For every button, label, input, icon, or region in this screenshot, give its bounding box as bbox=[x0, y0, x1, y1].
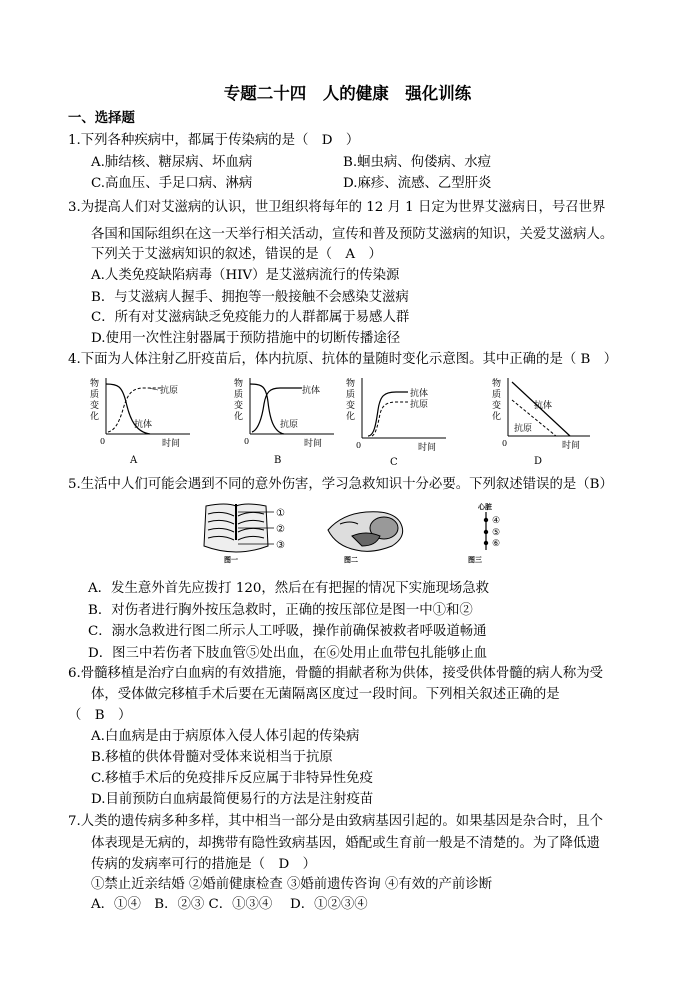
panel-label: C bbox=[390, 457, 398, 466]
time-label: 时间 bbox=[562, 441, 581, 451]
q5-option-b: B．对伤者进行胸外按压急救时，正确的按压部位是图一中①和② bbox=[88, 603, 473, 618]
q1-option-b: B.蛔虫病、佝偻病、水痘 bbox=[343, 155, 492, 170]
q5-figure-3-vessel bbox=[462, 500, 512, 566]
q7-options: A．①④ B．②③ C．①③④ D．①②③④ bbox=[91, 897, 368, 912]
antigen-curve bbox=[250, 384, 284, 434]
q5-stem: 5.生活中人们可能会遇到不同的意外伤害，学习急救知识十分必要。下列叙述错误的是（B） bbox=[68, 477, 613, 492]
q1-option-a: A.肺结核、糖尿病、坏血病 bbox=[91, 155, 253, 170]
antibody-curve bbox=[368, 392, 408, 436]
q6-answer: （ B ） bbox=[68, 708, 132, 723]
time-label: 时间 bbox=[304, 439, 323, 449]
figure-caption: 图一 bbox=[224, 555, 238, 564]
origin-label: 0 bbox=[502, 439, 508, 448]
q5-option-d: D．图三中若伤者下肢血管⑤处出血，在⑥处用止血带包扎能够止血 bbox=[88, 646, 488, 661]
graph-y-label: 物 bbox=[90, 379, 100, 389]
q3-option-c: C．所有对艾滋病缺乏免疫能力的人群都属于易感人群 bbox=[91, 310, 410, 325]
panel-label: A bbox=[130, 455, 138, 466]
origin-label: 0 bbox=[244, 437, 250, 446]
graph-y-label: 物 bbox=[346, 379, 356, 389]
q6-stem-line1: 6.骨髓移植是治疗白血病的有效措施，骨髓的捐献者称为供体，接受供体骨髓的病人称为受 bbox=[68, 666, 604, 681]
graph-y-label: 质 bbox=[346, 390, 356, 400]
graph-y-label: 质 bbox=[234, 390, 244, 400]
q4-graph-d bbox=[490, 374, 598, 466]
q5-figure-2-rescue-breathing bbox=[322, 500, 418, 564]
antigen-curve bbox=[372, 402, 408, 436]
q4-graph-c bbox=[344, 374, 452, 466]
marker-4: ④ bbox=[492, 516, 501, 526]
q4-stem: 4.下面为人体注射乙肝疫苗后，体内抗原、抗体的量随时变化示意图。其中正确的是（ B ） bbox=[68, 352, 618, 367]
origin-label: 0 bbox=[100, 437, 106, 446]
panel-label: B bbox=[274, 455, 282, 466]
antigen-label: 抗原 bbox=[514, 424, 533, 434]
q1-option-c: C.高血压、手足口病、淋病 bbox=[91, 176, 253, 191]
time-label: 时间 bbox=[162, 439, 181, 449]
section-heading: 一、选择题 bbox=[68, 111, 135, 126]
page-title: 专题二十四 人的健康 强化训练 bbox=[223, 84, 472, 103]
marker-5: ⑤ bbox=[492, 528, 501, 538]
q6-option-d: D.目前预防白血病最简便易行的方法是注射疫苗 bbox=[91, 792, 374, 807]
antigen-label: 抗原 bbox=[160, 386, 179, 396]
graph-y-label: 物 bbox=[492, 379, 502, 389]
origin-label: 0 bbox=[356, 441, 362, 450]
q6-stem-line2: 体，受体做完移植手术后要在无菌隔离区度过一段时间。下列相关叙述正确的是 bbox=[91, 687, 560, 702]
heart-label: 心脏 bbox=[478, 502, 492, 511]
q3-stem-line1: 3.为提高人们对艾滋病的认识，世卫组织将每年的 12 月 1 日定为世界艾滋病日，号召世界 bbox=[68, 200, 606, 215]
antibody-label: 抗体 bbox=[410, 389, 429, 399]
marker-3: ③ bbox=[276, 540, 285, 551]
q7-stem-line3: 传病的发病率可行的措施是（ D ） bbox=[91, 857, 316, 872]
figure-caption: 图二 bbox=[344, 555, 358, 564]
graph-y-label: 变 bbox=[234, 401, 244, 411]
graph-y-label: 质 bbox=[492, 390, 502, 400]
q5-option-c: C．溺水急救进行图二所示人工呼吸，操作前确保被救者呼吸道畅通 bbox=[88, 624, 487, 639]
marker-1: ① bbox=[276, 508, 285, 519]
antibody-label: 抗体 bbox=[302, 386, 321, 396]
antibody-label: 抗体 bbox=[134, 420, 153, 430]
q5-figure-1-ribcage bbox=[196, 500, 294, 564]
q6-option-a: A.白血病是由于病原体入侵人体引起的传染病 bbox=[91, 729, 360, 744]
time-label: 时间 bbox=[418, 443, 437, 453]
antigen-label: 抗原 bbox=[410, 400, 429, 410]
antigen-label: 抗原 bbox=[280, 420, 299, 430]
graph-y-label: 化 bbox=[90, 412, 100, 422]
q3-stem-line3: 下列关于艾滋病知识的叙述，错误的是（ A ） bbox=[91, 247, 382, 262]
q7-measures: ①禁止近亲结婚 ②婚前健康检查 ③婚前遗传咨询 ④有效的产前诊断 bbox=[91, 877, 493, 892]
q6-option-b: B.移植的供体骨髓对受体来说相当于抗原 bbox=[91, 750, 333, 765]
q6-option-c: C.移植手术后的免疫排斥反应属于非特异性免疫 bbox=[91, 771, 373, 786]
graph-y-label: 化 bbox=[234, 412, 244, 422]
marker-6: ⑥ bbox=[492, 539, 501, 549]
graph-y-label: 化 bbox=[492, 412, 502, 422]
q7-stem-line2: 体表现是无病的，却携带有隐性致病基因，婚配或生育前一般是不清楚的。为了降低遗 bbox=[91, 836, 600, 851]
q3-option-d: D.使用一次性注射器属于预防措施中的切断传播途径 bbox=[91, 331, 401, 346]
q3-stem-line2: 各国和国际组织在这一天举行相关活动，宣传和普及预防艾滋病的知识，关爱艾滋病人。 bbox=[91, 227, 614, 242]
graph-y-label: 化 bbox=[346, 412, 356, 422]
q3-option-b: B．与艾滋病人握手、拥抱等一般接触不会感染艾滋病 bbox=[91, 290, 409, 305]
q4-graph-b bbox=[232, 374, 340, 466]
q1-option-d: D.麻疹、流感、乙型肝炎 bbox=[343, 176, 492, 191]
antibody-label: 抗体 bbox=[534, 401, 553, 411]
q7-stem-line1: 7.人类的遗传病多种多样，其中相当一部分是由致病基因引起的。如果基因是杂合时，且个 bbox=[68, 814, 604, 829]
q1-stem: 1.下列各种疾病中，都属于传染病的是（ D ） bbox=[68, 133, 360, 148]
graph-y-label: 变 bbox=[346, 401, 356, 411]
marker-2: ② bbox=[276, 524, 285, 535]
q3-option-a: A.人类免疫缺陷病毒（HIV）是艾滋病流行的传染源 bbox=[91, 268, 400, 283]
graph-y-label: 变 bbox=[90, 401, 100, 411]
q4-graph-a bbox=[88, 374, 196, 466]
panel-label: D bbox=[534, 456, 543, 466]
graph-y-label: 变 bbox=[492, 401, 502, 411]
graph-y-label: 质 bbox=[90, 390, 100, 400]
q5-option-a: A．发生意外首先应拨打 120，然后在有把握的情况下实施现场急救 bbox=[88, 581, 490, 596]
graph-y-label: 物 bbox=[234, 379, 244, 389]
figure-caption: 图三 bbox=[468, 555, 482, 564]
